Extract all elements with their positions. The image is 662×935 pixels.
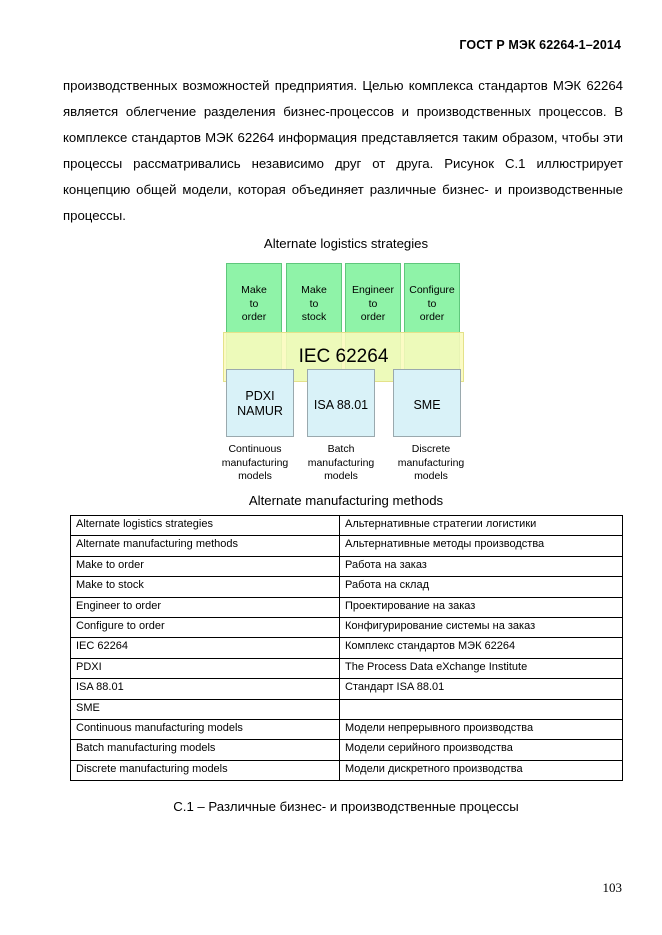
table-row — [71, 699, 623, 719]
table-row — [71, 516, 623, 536]
strategy-line: Configure — [409, 284, 455, 296]
strategy-line: order — [241, 311, 267, 323]
table-row — [71, 597, 623, 617]
table-row — [71, 760, 623, 780]
table-row — [71, 638, 623, 658]
page-header-title: ГОСТ Р МЭК 62264-1–2014 — [459, 38, 621, 52]
category-label-discrete — [381, 443, 481, 484]
category-label-batch — [291, 443, 391, 484]
strategy-line: to — [309, 297, 319, 310]
term-en: PDXI — [71, 658, 340, 678]
category-label-continuous — [205, 443, 305, 484]
body-paragraph: производственных возможностей предприятия. Целью комплекса стандартов МЭК 62264 является облегчение разделения бизнес-процессов и производственных процессов. В комплексе стандартов МЭК 62264 информация представляется таким образом, чтобы эти процессы рассматривались независимо друг от друга. Рисунок С.1 иллюстрирует концепцию общей модели, которая объединяет различные бизнес- и производственные процессы. — [63, 78, 623, 223]
term-en: Discrete manufacturing models — [71, 760, 340, 780]
method-line: PDXI — [245, 389, 275, 403]
term-en: SME — [71, 699, 340, 719]
term-ru: Конфигурирование системы на заказ — [340, 617, 623, 637]
term-en: Engineer to order — [71, 597, 340, 617]
term-ru: Стандарт ISA 88.01 — [340, 679, 623, 699]
method-line: SME — [413, 398, 441, 412]
method-line: NAMUR — [237, 404, 283, 418]
table-row — [71, 617, 623, 637]
strategy-line: to — [368, 297, 378, 310]
page-number: 103 — [602, 880, 622, 895]
category-line: Continuous — [228, 443, 282, 455]
category-line: models — [324, 470, 358, 482]
table-row — [71, 577, 623, 597]
category-line: models — [414, 470, 448, 482]
term-en: ISA 88.01 — [71, 679, 340, 699]
term-en: Alternate logistics strategies — [71, 516, 340, 536]
term-ru: Модели дискретного производства — [340, 760, 623, 780]
category-line: manufacturing — [221, 456, 289, 469]
category-line: manufacturing — [397, 456, 465, 469]
term-en: Make to order — [71, 556, 340, 576]
strategy-line: Make — [241, 284, 267, 296]
term-en: Batch manufacturing models — [71, 740, 340, 760]
term-ru: Комплекс стандартов МЭК 62264 — [340, 638, 623, 658]
term-ru: The Process Data eXchange Institute — [340, 658, 623, 678]
term-en: Configure to order — [71, 617, 340, 637]
method-box-sme — [393, 369, 461, 437]
term-en: Alternate manufacturing methods — [71, 536, 340, 556]
term-ru — [340, 699, 623, 719]
table-row — [71, 740, 623, 760]
strategy-line: Engineer — [351, 284, 395, 296]
category-line: Batch — [327, 443, 355, 455]
term-ru: Альтернативные стратегии логистики — [340, 516, 623, 536]
strategy-line: to — [427, 297, 437, 310]
figure-caption: С.1 – Различные бизнес- и производственные процессы — [173, 799, 519, 814]
term-en: Make to stock — [71, 577, 340, 597]
method-box-pdxi-namur — [226, 369, 294, 437]
strategy-line: order — [360, 311, 386, 323]
figure-title: Alternate logistics strategies — [263, 236, 429, 251]
category-line: manufacturing — [307, 456, 375, 469]
table-row — [71, 556, 623, 576]
category-line: Discrete — [411, 443, 451, 455]
term-ru: Работа на склад — [340, 577, 623, 597]
term-en: IEC 62264 — [71, 638, 340, 658]
figure-subtitle: Alternate manufacturing methods — [248, 493, 444, 508]
table-row — [71, 658, 623, 678]
term-ru: Проектирование на заказ — [340, 597, 623, 617]
method-box-isa-88-01 — [307, 369, 375, 437]
glossary-table — [70, 515, 623, 781]
strategy-line: to — [249, 297, 259, 310]
term-en: Continuous manufacturing models — [71, 719, 340, 739]
term-ru: Модели серийного производства — [340, 740, 623, 760]
iec-62264-band: IEC 62264 — [223, 332, 464, 382]
term-ru: Работа на заказ — [340, 556, 623, 576]
table-row — [71, 679, 623, 699]
strategy-line: order — [419, 311, 445, 323]
table-row — [71, 719, 623, 739]
term-ru: Альтернативные методы производства — [340, 536, 623, 556]
method-line: ISA 88.01 — [313, 398, 369, 412]
table-row — [71, 536, 623, 556]
category-line: models — [238, 470, 272, 482]
strategy-line: stock — [301, 311, 327, 323]
term-ru: Модели непрерывного производства — [340, 719, 623, 739]
strategy-line: Make — [301, 284, 327, 296]
